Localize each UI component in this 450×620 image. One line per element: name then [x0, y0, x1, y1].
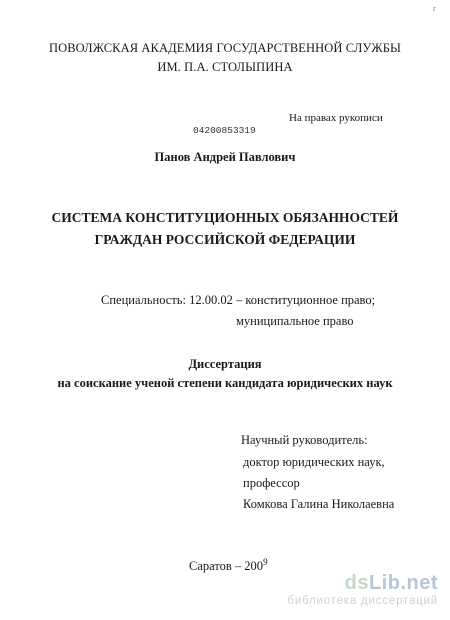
supervisor-label: Научный руководитель: — [241, 433, 368, 447]
title-line-2: ГРАЖДАН РОССИЙСКОЙ ФЕДЕРАЦИИ — [94, 232, 356, 247]
specialty-line-1: Специальность: 12.00.02 – конституционное право; — [101, 293, 376, 307]
author-name: Панов Андрей Павлович — [154, 150, 296, 164]
page-corner-mark: r — [433, 4, 436, 13]
city-year — [189, 557, 268, 574]
watermark-logo-ds: ds — [344, 572, 369, 594]
city-year-superscript: 9 — [263, 557, 268, 567]
manuscript-note: На правах рукописи — [289, 112, 383, 124]
specialty-line-2: муниципальное право — [236, 314, 354, 328]
watermark-logo-lib: Lib.net — [368, 572, 438, 594]
city-year-text: Саратов – 200 — [189, 559, 264, 574]
watermark-logo — [287, 572, 438, 594]
degree-line: на соискание ученой степени кандидата юридических наук — [57, 376, 393, 390]
supervisor-degree: доктор юридических наук, — [243, 455, 385, 469]
institution-line-2: ИМ. П.А. СТОЛЫПИНА — [157, 60, 293, 74]
supervisor-name: Комкова Галина Николаевна — [243, 497, 395, 511]
institution-line-1: ПОВОЛЖСКАЯ АКАДЕМИЯ ГОСУДАРСТВЕННОЙ СЛУЖБЫ — [48, 41, 401, 55]
supervisor-rank: профессор — [243, 476, 300, 490]
work-type: Диссертация — [188, 357, 262, 371]
title-line-1: СИСТЕМА КОНСТИТУЦИОННЫХ ОБЯЗАННОСТЕЙ — [51, 210, 399, 225]
watermark-subtitle: библиотека диссертаций — [287, 595, 438, 607]
registration-number: 04200853319 — [193, 125, 256, 136]
dslib-watermark — [287, 572, 438, 608]
